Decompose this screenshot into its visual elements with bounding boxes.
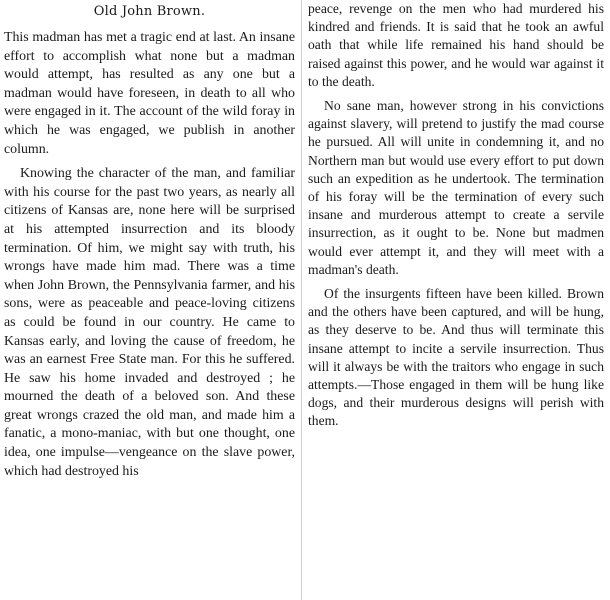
paragraph-2: Knowing the character of the man, and familiar with his course for the past two years, as nearly all citizens of Kansas are, none here will be surprised at his attempted insurrection and its bloody termination. Of him, we might say with truth, his wrongs have made him mad. There was a time when John Brown, the Pennsylvania farmer, and his sons, were as peaceable and peace-loving citizens as could be found in our country. He came to Kansas early, and loving the cause of freedom, he was an earnest Free State man. For this he suffered. He saw his home invaded and destroyed ; he mourned the death of a beloved son. And these great wrongs crazed the old man, and made him a fanatic, a mono-maniac, with but one thought, one idea, one impulse—vengeance on the slave power, which had destroyed his — [4, 166, 295, 479]
paragraph-1: This madman has met a tragic end at last. An insane effort to accomplish what none but a madman would attempt, has resulted as any one but a madman would have foreseen, in death to all who were engaged in it. The account of the wild foray in which he was engaged, we publish in another column. — [4, 30, 295, 157]
paragraph-4: No sane man, however strong in his convictions against slavery, will pretend to justify the mad course he pursued. All will unite in condemning it, and no Northern man but would use every effort to put down such an expedition as he undertook. The termination of his foray will be the termination of every such insane and murderous attempt to create a servile insurrection, as it ought to be. None but madmen would ever attempt it, and they will meet with a madman's death. — [308, 98, 604, 277]
right-column — [308, 0, 604, 431]
left-column — [4, 0, 295, 481]
paragraph-3: peace, revenge on the men who had murdered his kindred and friends. It is said that he took an awful oath that while life remained his hand should be raised against this power, and he would war against it to the death. — [308, 1, 604, 89]
article-title: Old John Brown. — [93, 4, 206, 19]
column-divider — [301, 0, 302, 600]
paragraph-5: Of the insurgents fifteen have been killed. Brown and the others have been captured, and will be hung, as they deserve to be. And thus will terminate this insane attempt to incite a servile insurrection. Thus will it always be with the traitors who engage in such attempts.—Those engaged in them will be hung like dogs, and their murderous designs will perish with them. — [308, 286, 604, 429]
